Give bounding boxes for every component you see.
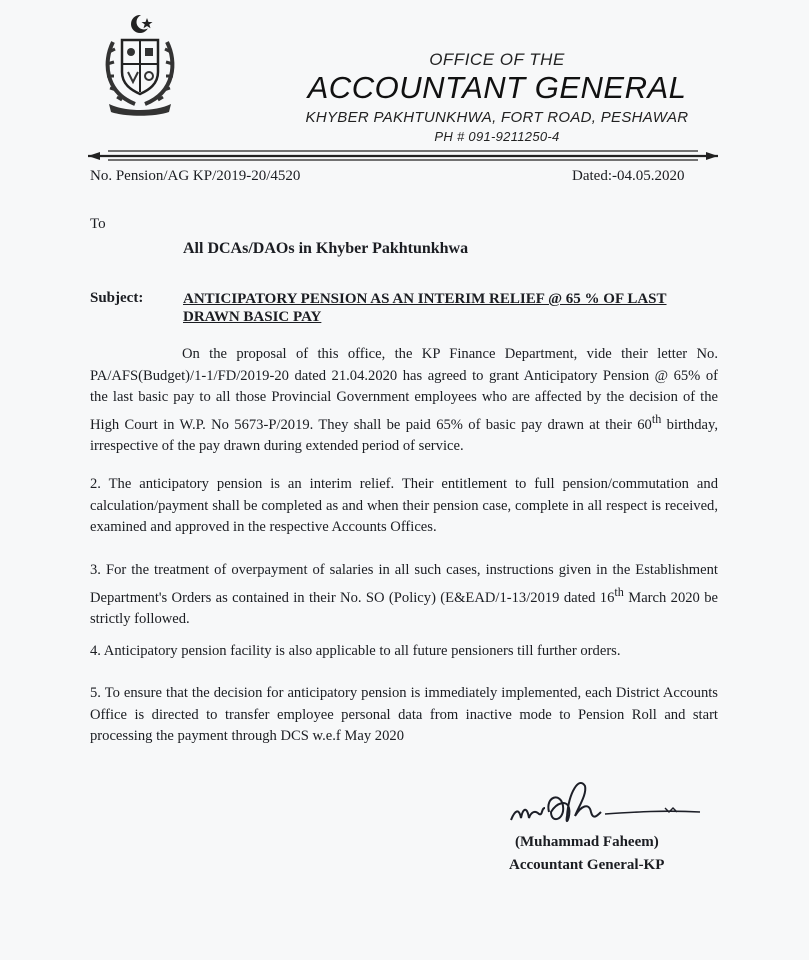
letter-date: Dated:-04.05.2020 — [572, 168, 685, 184]
paragraph-3-text-b: March 2020 be strictly followed. — [90, 589, 718, 627]
signatory-name: (Muhammad Faheem) — [515, 834, 659, 850]
paragraph-1 — [90, 344, 718, 457]
to-label: To — [90, 216, 106, 232]
paragraph-4: 4. Anticipatory pension facility is also applicable to all future pensioners till further orders. — [90, 643, 621, 659]
office-of-label: OFFICE OF THE — [429, 50, 565, 69]
paragraph-3 — [90, 560, 718, 630]
office-header — [262, 50, 732, 146]
state-emblem-icon — [95, 12, 185, 117]
header-divider — [88, 145, 718, 165]
addressee: All DCAs/DAOs in Khyber Pakhtunkhwa — [183, 240, 469, 257]
subject-text: ANTICIPATORY PENSION AS AN INTERIM RELIEF @ 65 % OF LAST DRAWN BASIC PAY — [183, 291, 667, 325]
office-address: KHYBER PAKHTUNKHWA, FORT ROAD, PESHAWAR — [305, 109, 689, 126]
office-phone: PH # 091-9211250-4 — [434, 129, 560, 144]
handwritten-signature — [505, 772, 705, 832]
signatory-title: Accountant General-KP — [509, 857, 665, 873]
paragraph-1-text-a: On the proposal of this office, the KP Finance Department, vide their letter No. PA/AFS(Budget)/1-1/FD/2019-20 dated 21.04.2020 has agreed to grant Anticipatory Pension @ 65% of the last basic pay to all those Provincial Government employees who are affected by the decision of the High Court in W.P. No 5673-P/2019. They shall be paid 65% of basic pay drawn at their 60 — [90, 346, 718, 433]
paragraph-5: 5. To ensure that the decision for anticipatory pension is immediately implemented, each District Accounts Office is directed to transfer employee personal data from inactive mode to Pension Roll and start processing the payment through DCS w.e.f May 2020 — [90, 685, 718, 744]
subject-label: Subject: — [90, 290, 144, 306]
paragraph-2: 2. The anticipatory pension is an interim relief. Their entitlement to full pension/commutation and calculation/payment shall be completed as and when their pension case, complete in all respect is received, examined and approved in the respective Accounts Offices. — [90, 476, 718, 535]
office-title: ACCOUNTANT GENERAL — [307, 70, 687, 105]
paragraph-1-text-b: birthday, irrespective of the pay drawn during extended period of service. — [90, 416, 718, 454]
paragraph-3-text-a: 3. For the treatment of overpayment of salaries in all such cases, instructions given in the Establishment Department's Orders as contained in their No. SO (Policy) (E&EAD/1-13/2019 dated 16 — [90, 562, 718, 606]
paragraph-3-superscript: th — [614, 584, 624, 599]
reference-number: No. Pension/AG KP/2019-20/4520 — [90, 168, 301, 184]
paragraph-1-superscript: th — [651, 411, 662, 426]
